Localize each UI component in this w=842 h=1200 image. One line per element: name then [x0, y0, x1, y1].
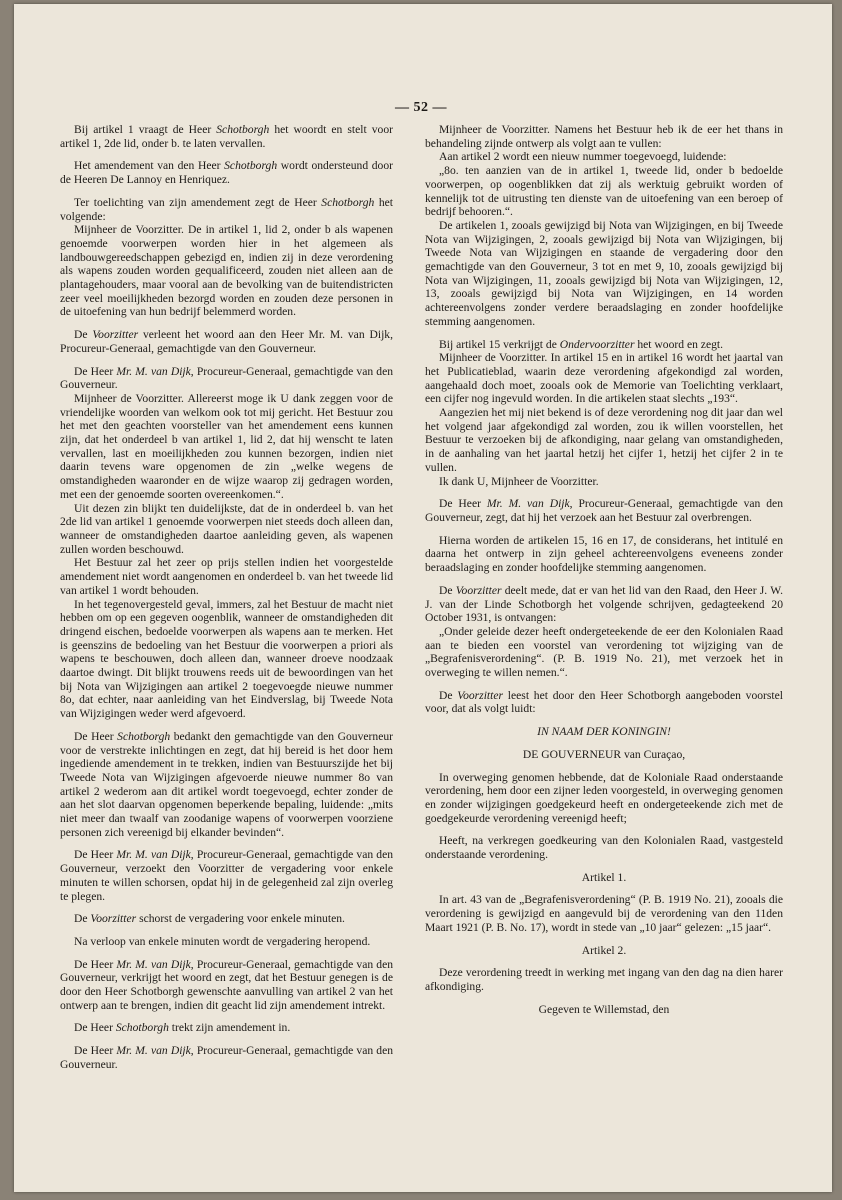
right_column-paragraph: Deze verordening treedt in werking met ingang van den dag na dien harer afkondiging.: [425, 966, 783, 993]
right_column-paragraph: IN NAAM DER KONINGIN!: [537, 725, 671, 739]
right_column-paragraph: De Heer Mr. M. van Dijk, Procureur-Generaal, gemachtigde van den Gouverneur, zegt, dat hij het verzoek aan het Bestuur zal overbrengen.: [425, 497, 783, 524]
left-column: [60, 123, 393, 1081]
right_column-paragraph: Heeft, na verkregen goedkeuring van den Kolonialen Raad, vastgesteld onderstaande verordening.: [425, 834, 783, 862]
left_column-paragraph: Bij artikel 1 vraagt de Heer Schotborgh het woordt en stelt voor artikel 1, 2de lid, onder b. te laten vervallen.: [60, 123, 393, 150]
page-number: — 52 —: [395, 100, 447, 115]
right_column-paragraph: DE GOUVERNEUR van Curaçao,: [522, 747, 686, 761]
right_column-paragraph: In art. 43 van de „Begrafenisverordening“ (P. B. 1919 No. 21), zooals die verordening is gewijzigd en aangevuld bij de verordening van den 11den Maart 1921 (P. B. No. 17), wordt in stede van „10 jaar“ gelezen: „15 jaar“.: [425, 893, 783, 934]
right_column-paragraph: Artikel 2.: [581, 943, 627, 957]
right_column-paragraph: Ik dank U, Mijnheer de Voorzitter.: [439, 474, 599, 488]
right-column: [425, 123, 783, 1025]
left_column-paragraph: In het tegenovergesteld geval, immers, zal het Bestuur de macht niet hebben om op een gegeven oogenblik, wanneer de omstandigheden dit dringend eischen, bedoelde voorwerpen als wapens aan te merken. Het is geenszins de bedoeling van het Bestuur die voorwerpen a priori als wapens te beschouwen, doch alleen dan, wanneer droeve noodzaak daartoe dwingt. Dit blijkt trouwens reeds uit de bewoordingen van het bij Nota van Wijzigingen aan artikel 2 toegevoegde nieuwe nummer 8o, dat echter, naar aanleiding van het Eindverslag, bij Tweede Nota van Wijzigingen weder werd afgevoerd.: [60, 597, 393, 721]
right_column-paragraph: Mijnheer de Voorzitter. In artikel 15 en in artikel 16 wordt het jaartal van het Publicatieblad, waarin deze verordening afgekondigd zal worden, aangehaald doch moet, zooals ook de Memorie van Toelichting verklaart, een cijfer nog ingevuld worden. In die artikelen staat slechts „193“.: [425, 351, 783, 406]
left_column-paragraph: De Heer Mr. M. van Dijk, Procureur-Generaal, gemachtigde van den Gouverneur.: [60, 364, 394, 392]
right_column-paragraph: Aangezien het mij niet bekend is of deze verordening nog dit jaar dan wel het volgend jaar afgekondigd zal worden, zou ik willen voorstellen, het Bestuur te verzoeken bij de afkondiging, naar gelang van omstandigheden, in de aanhaling van het jaartal hetzij het cijfer 1, hetzij het cijfer 2 in te vullen.: [425, 406, 783, 474]
right_column-paragraph: De artikelen 1, zooals gewijzigd bij Nota van Wijzigingen, en bij Tweede Nota van Wijzigingen, 2, zooals gewijzigd bij Nota van Wijzigingen, bij Tweede Nota van Wijzigingen en staande de vergadering door den gemachtigde van den Gouverneur, 3 tot en met 9, 10, zooals gewijzigd bij Nota van Wijzigingen, 11, zooals gewijzigd bij Nota van Wijzigingen, 12, 13, zooals gewijzigd bij Nota van Wijzigingen, en 14 worden achtereenvolgens zonder verdere beraadslaging en zonder hoofdelijke stemming aangenomen.: [425, 218, 783, 328]
left_column-paragraph: De Heer Mr. M. van Dijk, Procureur-Generaal, gemachtigde van den Gouverneur, verkrijgt het woord en zegt, dat het Bestuur genegen is de door den Heer Schotborgh gewenschte aanvulling van artikel 2 van het ontwerp aan te brengen, indien dit geacht lid zijn amendement intrekt.: [60, 957, 394, 1012]
left_column-paragraph: De Voorzitter schorst de vergadering voor enkele minuten.: [74, 912, 345, 926]
left_column-paragraph: Uit dezen zin blijkt ten duidelijkste, dat de in onderdeel b. van het 2de lid van artikel 1 genoemde voorwerpen niet steeds doch alleen dan, wanneer de omstandigheden daartoe aanleiding geven, als wapenen zullen worden beschouwd.: [60, 501, 393, 556]
right_column-paragraph: Mijnheer de Voorzitter. Namens het Bestuur heb ik de eer het thans in behandeling zijnde ontwerp als volgt aan te vullen:: [425, 123, 783, 150]
left_column-paragraph: De Voorzitter verleent het woord aan den Heer Mr. M. van Dijk, Procureur-Generaal, gemachtigde van den Gouverneur.: [60, 328, 393, 355]
left_column-paragraph: De Heer Schotborgh bedankt den gemachtigde van den Gouverneur voor de verstrekte inlichtingen en zegt, dat hij bereid is het door hem ingediende amendement in te trekken, indien van Bestuurszijde het bij Tweede Nota van Wijzigingen afgevoerde nieuwe nummer 8o van artikel 2 wederom aan dit artikel wordt toegevoegd, echter zonder de aan het slot daarvan opgenomen beperkende bepaling, luidende: „mits niet meer dan twaalf van zoodanige wapens of voorwerpen voorziene personen zich vereenigd bij elkander bevinden“.: [60, 729, 394, 839]
left_column-paragraph: De Heer Schotborgh trekt zijn amendement in.: [74, 1021, 291, 1035]
right_column-paragraph: Gegeven te Willemstad, den: [538, 1002, 670, 1016]
right_column-paragraph: „8o. ten aanzien van de in artikel 1, tweede lid, onder b bedoelde voorwerpen, op oogenblikken dat zij als werktuig gebruikt worden of kennelijk tot de uitrusting ten dienste van de uitoefening van een beroep of bedrijf behooren.“.: [425, 164, 783, 219]
right_column-paragraph: De Voorzitter leest het door den Heer Schotborgh aangeboden voorstel voor, dat als volgt luidt:: [425, 688, 783, 716]
right_column-paragraph: Bij artikel 15 verkrijgt de Ondervoorzitter het woord en zegt.: [439, 337, 724, 351]
left_column-paragraph: De Heer Mr. M. van Dijk, Procureur-Generaal, gemachtigde van den Gouverneur.: [60, 1044, 394, 1071]
left_column-paragraph: Mijnheer de Voorzitter. De in artikel 1, lid 2, onder b als wapenen genoemde voorwerpen worden hier in het algemeen als landbouwgereedschappen gebezigd en, indien zij in deze verordening als wapens zouden worden gequalificeerd, zouden niet alleen aan de plantagehouders, maar vooral aan de bevolking van de buitendistricten zeer veel moeilijkheden bezorgd worden en zouden deze personen in de uitoefening van hun bedrijf belemmerd worden.: [60, 223, 393, 319]
right_column-paragraph: Aan artikel 2 wordt een nieuw nummer toegevoegd, luidende:: [439, 150, 727, 164]
right_column-paragraph: „Onder geleide dezer heeft ondergeteekende de eer den Kolonialen Raad aan te bieden een voorstel van verordening tot wijziging van de „Begrafenisverordening“. (P. B. 1919 No. 21), met verzoek het in overweging te willen nemen.“.: [425, 624, 783, 680]
right_column-paragraph: De Voorzitter deelt mede, dat er van het lid van den Raad, den Heer J. W. J. van der Linde Schotborgh het volgende schrijven, gedagteekend 20 October 1931, is ontvangen:: [425, 583, 783, 625]
right_column-paragraph: Artikel 1.: [581, 870, 627, 884]
left_column-paragraph: De Heer Mr. M. van Dijk, Procureur-Generaal, gemachtigde van den Gouverneur, verzoekt den Voorzitter de vergadering voor enkele minuten te willen schorsen, opdat hij in de gelegenheid zal zijn overleg te plegen.: [60, 848, 394, 903]
left_column-paragraph: Het amendement van den Heer Schotborgh wordt ondersteund door de Heeren De Lannoy en Henriquez.: [60, 159, 394, 187]
left_column-paragraph: Mijnheer de Voorzitter. Allereerst moge ik U dank zeggen voor de vriendelijke woorden van welkom ook tot mij gericht. Het Bestuur zou het met den geachten voorsteller van het amendement eens kunnen zijn, dat het onderdeel b van artikel 1, lid 2, dat hij wenscht te laten vervallen, last en moeilijkheden zou kunnen bezorgen, indien niet daarin tevens ware opgenomen de zin „welke wegens de omstandigheden waaronder en de wijze waarop zij gedragen worden, met een der genoemde soorten overeenkomen.“.: [60, 391, 393, 501]
right_column-paragraph: Hierna worden de artikelen 15, 16 en 17, de considerans, het intitulé en daarna het ontwerp in zijn geheel achtereenvolgens eveneens zonder beraadslaging en zonder hoofdelijke stemming aangenomen.: [425, 533, 783, 575]
left_column-paragraph: Ter toelichting van zijn amendement zegt de Heer Schotborgh het volgende:: [60, 195, 394, 223]
right_column-paragraph: In overweging genomen hebbende, dat de Koloniale Raad onderstaande verordening, hem door een zijner leden voorgesteld, in overweging genomen en zonder wijzigingen goedgekeurd heeft en ondergeteekende zich met de goedgekeurde verordening vereenigd heeft;: [425, 770, 783, 825]
left_column-paragraph: Het Bestuur zal het zeer op prijs stellen indien het voorgestelde amendement niet wordt aangenomen en onderdeel b. van het tweede lid van artikel 1 wordt behouden.: [60, 556, 393, 597]
left_column-paragraph: Na verloop van enkele minuten wordt de vergadering heropend.: [74, 934, 371, 948]
